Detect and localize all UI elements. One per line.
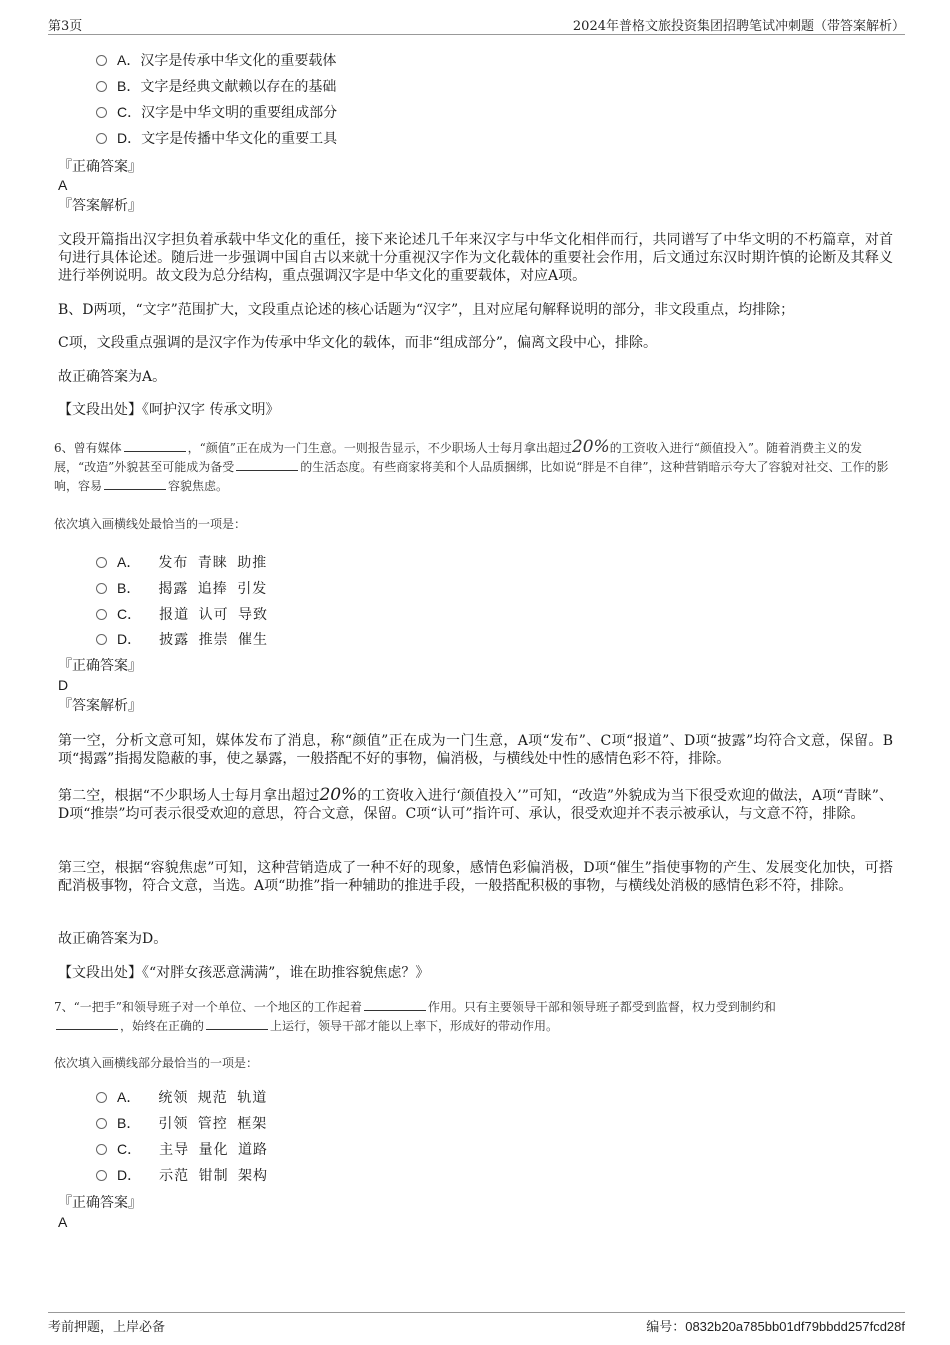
radio-icon[interactable] <box>96 557 107 568</box>
fill-blank <box>56 1017 118 1030</box>
page-footer <box>48 1312 905 1337</box>
fill-blank <box>206 1017 268 1030</box>
percent-value: 20% <box>319 785 358 805</box>
q6-analysis-paragraph: 第三空，根据“容貌焦虑”可知，这种营销造成了一种不好的现象，感情色彩偏消极，D项“催生”指使事物的产生、发展变化加快，可搭配消极事物，符合文意，当选。A项“助推”指一种辅助的推进手段，一般搭配积极的事物，与横线处消极的感情色彩不符，排除。 <box>58 860 893 894</box>
radio-icon[interactable] <box>96 609 107 620</box>
fill-blank <box>104 477 166 490</box>
fill-blank <box>364 998 426 1011</box>
q5-option-a[interactable]: A．汉字是传承中华文化的重要载体 <box>96 50 336 70</box>
q6-option-a[interactable]: A． 发布 青睐 助推 <box>96 552 267 572</box>
q6-prompt: 依次填入画横线处最恰当的一项是： <box>54 517 247 531</box>
radio-icon[interactable] <box>96 81 107 92</box>
percent-value: 20% <box>571 437 610 457</box>
page-number: 第3页 <box>48 19 83 34</box>
q6-option-c[interactable]: C． 报道 认可 导致 <box>96 604 268 624</box>
q7-option-d[interactable]: D． 示范 钳制 架构 <box>96 1165 268 1185</box>
page-header <box>48 14 905 35</box>
q6-analysis-paragraph: 第一空，分析文意可知，媒体发布了消息，称“颜值”正在成为一门生意，A项“发布”、C项“报道”、D项“披露”均符合文意，保留。B项“揭露”指揭发隐蔽的事，使之暴露，一般搭配不好的事物，偏消极，与横线处中性的感情色彩不符，排除。 <box>58 733 893 767</box>
q7-option-c[interactable]: C． 主导 量化 道路 <box>96 1139 268 1159</box>
document-title: 2024年普格文旅投资集团招聘笔试冲刺题（带答案解析） <box>572 19 905 34</box>
q6-source: 【文段出处】《“对胖女孩恶意满满”，谁在助推容貌焦虑？》 <box>58 965 430 981</box>
q6-analysis-conclusion: 故正确答案为D。 <box>58 931 168 947</box>
q5-analysis-conclusion: 故正确答案为A。 <box>58 369 167 385</box>
q5-analysis-paragraph: 文段开篇指出汉字担负着承载中华文化的重任，接下来论述几千年来汉字与中华文化相伴而行，共同谱写了中华文明的不朽篇章，对首句进行具体论述。随后进一步强调中国自古以来就十分重视汉字作为文化载体的重要社会作用，后文通过东汉时期许慎的论断及其释义进行举例说明。故文段为总分结构，重点强调汉字是中华文化的重要载体，对应A项。 <box>58 232 893 284</box>
radio-icon[interactable] <box>96 583 107 594</box>
fill-blank <box>236 458 298 471</box>
q7-stem: 7、“一把手”和领导班子对一个单位、一个地区的工作起着 作用。只有主要领导干部和领导班子都受到监督，权力受到制约和 ，始终在正确的 上运行，领导干部才能以上率下，形成好的带动作用。 <box>54 1000 776 1033</box>
document-code: 编号：0832b20a785bb01df79bbdd257fcd28f <box>646 1319 905 1335</box>
q5-option-d[interactable]: D．文字是传播中华文化的重要工具 <box>96 128 337 148</box>
q7-option-a[interactable]: A． 统领 规范 轨道 <box>96 1087 267 1107</box>
q7-answer: A <box>58 1214 68 1230</box>
q6-answer: D <box>58 677 69 693</box>
q6-analysis-paragraph: 第二空，根据“不少职场人士每月拿出超过20%的工资收入进行‘颜值投入’”可知，“改造”外貌成为当下很受欢迎的做法，A项“青睐”、D项“推崇”均可表示很受欢迎的意思，符合文意，保留。C项“认可”指许可、承认，很受欢迎并不表示被承认，与文意不符，排除。 <box>58 785 893 822</box>
q5-answer: A <box>58 177 68 193</box>
q5-option-b[interactable]: B．文字是经典文献赖以存在的基础 <box>96 76 336 96</box>
fill-blank <box>124 439 186 452</box>
footer-slogan: 考前押题，上岸必备 <box>48 1320 166 1335</box>
q6-analysis-label: 『答案解析』 <box>58 698 142 714</box>
q6-answer-label: 『正确答案』 <box>58 658 142 674</box>
q7-answer-label: 『正确答案』 <box>58 1195 142 1211</box>
q5-source: 【文段出处】《呵护汉字 传承文明》 <box>58 402 280 418</box>
radio-icon[interactable] <box>96 1118 107 1129</box>
radio-icon[interactable] <box>96 1170 107 1181</box>
q6-stem: 6、曾有媒体 ，“颜值”正在成为一门生意。一则报告显示，不少职场人士每月拿出超过20%的工资收入进行“颜值投入”。随着消费主义的发展，“改造”外貌甚至可能成为备受 的生活态度。有些商家将美和个人品质捆绑，比如说“胖是不自律”，这种营销暗示夸大了容貌对社交、工作的影响，容易 容貌焦虑。 <box>54 437 889 493</box>
radio-icon[interactable] <box>96 55 107 66</box>
q5-analysis-paragraph: B、D两项，“文字”范围扩大，文段重点论述的核心话题为“汉字”，且对应尾句解释说明的部分，非文段重点，均排除； <box>58 302 795 318</box>
q6-option-b[interactable]: B． 揭露 追捧 引发 <box>96 578 267 598</box>
q7-prompt: 依次填入画横线部分最恰当的一项是： <box>54 1056 259 1070</box>
radio-icon[interactable] <box>96 107 107 118</box>
q5-analysis-paragraph: C项，文段重点强调的是汉字作为传承中华文化的载体，而非“组成部分”，偏离文段中心，排除。 <box>58 335 658 351</box>
radio-icon[interactable] <box>96 634 107 645</box>
radio-icon[interactable] <box>96 133 107 144</box>
radio-icon[interactable] <box>96 1144 107 1155</box>
q7-option-b[interactable]: B． 引领 管控 框架 <box>96 1113 267 1133</box>
q5-answer-label: 『正确答案』 <box>58 159 142 175</box>
q5-analysis-label: 『答案解析』 <box>58 198 142 214</box>
q6-option-d[interactable]: D． 披露 推崇 催生 <box>96 629 268 649</box>
radio-icon[interactable] <box>96 1092 107 1103</box>
q5-option-c[interactable]: C．汉字是中华文明的重要组成部分 <box>96 102 337 122</box>
